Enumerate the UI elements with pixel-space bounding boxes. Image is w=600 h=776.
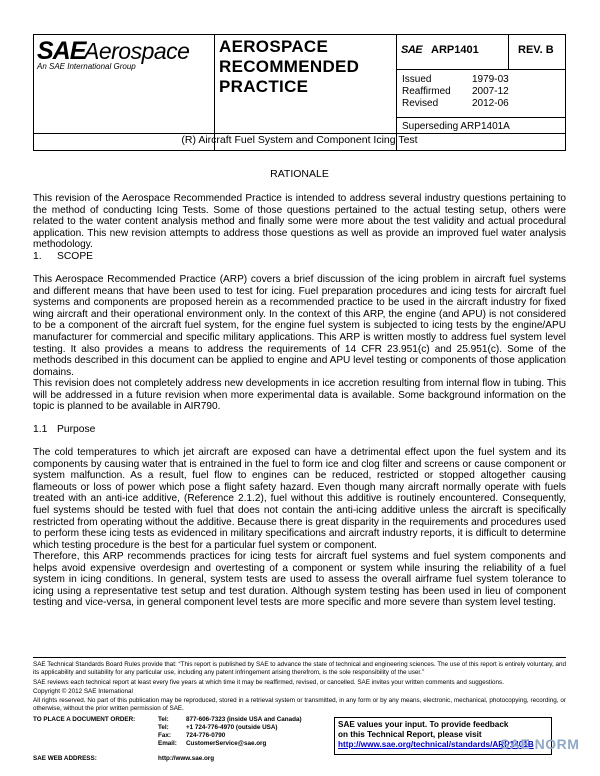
document-number: ARP1401 xyxy=(431,44,479,56)
purpose-paragraph-2: Therefore, this ARP recommends practices for icing tests for aircraft fuel systems and fuel system components and helps avoid expensive overdesign and overtesting of a component or system while insuring the reliability of a fuel system in icing conditions. In general, system tests are used to assess the overall airframe fuel system tolerance to icing using a representative test setup and test duration. Although system testing has been used in lieu of component testing and vice-versa, in general component level tests are more specific and more severe than system level testing. xyxy=(33,551,566,609)
document-type-title xyxy=(219,37,394,97)
title-line-1: AEROSPACE xyxy=(219,37,329,56)
scope-paragraph-2: This revision does not completely address new developments in ice accretion resulting from internal flow in tubing. This will be addressed in a future revision when more experimental data is available. Some background information on the topic is planned to be available in AIR790. xyxy=(33,378,566,413)
purpose-heading xyxy=(33,424,95,435)
feedback-line-1: SAE values your input. To provide feedback xyxy=(338,720,509,729)
feedback-line-2: on this Technical Report, please visit xyxy=(338,730,482,739)
purpose-paragraph-1: The cold temperatures to which jet aircraft are exposed can have a detrimental effect upon the fuel system and its components by causing water that is entrained in the fuel to form ice and clog filter and screens or cause component or system malfunction. As a result, fuel flow to engines can be reduced, restricted or stopped altogether causing flameouts or loss of power which pose a flight safety hazard. Even though many aircraft normally operate with fuels treated with an anti-ice additive, (Reference 2.1.2), fuel without this additive is routinely encountered. Consequently, fuel systems should be tested with fuel that does not contain the anti-icing additive unless the aircraft is specifically restricted from operating without the additive. Because there is great disparity in the requirements and procedures used to perform these icing tests as evidenced in military specifications and aircraft industry reports, it is difficult to determine which testing procedure is the best for a particular fuel system or component. xyxy=(33,447,566,551)
revised-date: 2012-06 xyxy=(472,98,509,109)
issued-date: 1979-03 xyxy=(472,74,509,85)
board-rules-note: SAE Technical Standards Board Rules provide that: “This report is published by SAE to advance the state of technical and engineering sciences. The use of this report is entirely voluntary, and its applicability and suitability for any particular use, including any patent infringement arising therefrom, is the sole responsibility of the user.” xyxy=(33,661,566,676)
purpose-title: Purpose xyxy=(57,424,96,435)
sae-mini-logo: SAE xyxy=(401,44,423,56)
logo-tagline: An SAE International Group xyxy=(37,62,136,71)
review-note: SAE reviews each technical report at least every five years at which time it may be reaffirmed, revised, or cancelled. SAE invites your written comments and suggestions. xyxy=(33,679,504,686)
title-line-3: PRACTICE xyxy=(219,77,309,96)
title-line-2: RECOMMENDED xyxy=(219,57,360,76)
web-address-label: SAE WEB ADDRESS: xyxy=(33,755,97,762)
contact-fax: 724-776-0790 xyxy=(186,732,226,739)
contact-fax-label: Fax: xyxy=(158,732,171,739)
contact-tel-label-1: Tel: xyxy=(158,716,169,723)
scope-paragraph-1: This Aerospace Recommended Practice (ARP) covers a brief discussion of the icing problem in aircraft fuel systems and different means that have been used to test for icing. Fuel preparation procedures and icing tests for aircraft fuel systems and components are proposed herein as a recommended practice to be used in the aircraft industry for fixed wing aircraft and their operational environment only. In the context of this ARP, the engine (and APU) is not considered to be a component of the aircraft fuel system, for the engine fuel system is subjected to icing tests by the engine/APU manufacturer for commercial and specific military applications. This ARP is written mostly to address fuel system level testing. It also provides a means to address the requirements of 14 CFR 23.951(c) and 25.951(c). Some of the methods described in this document can be applied to engine and APU level testing or components of those application domains. xyxy=(33,274,566,378)
contact-tel-1: 877-606-7323 (inside USA and Canada) xyxy=(186,716,302,723)
watermark-text: SAE NORM xyxy=(500,736,580,752)
superseding-note: Superseding ARP1401A xyxy=(402,121,510,132)
aerospace-logo-text: Aerospace xyxy=(84,38,190,64)
contact-email-label: Email: xyxy=(158,740,177,747)
contact-email[interactable]: CustomerService@sae.org xyxy=(186,740,267,747)
rationale-paragraph: This revision of the Aerospace Recommended Practice is intended to address several industry questions pertaining to the method of conducting Icing Tests. Some of those questions pertained to the actual testing setup, others were related to the water content analysis method and finally some were more about the test validity and actual procedural application. This new revision attempts to address those questions as well as provide an improved fuel water analysis methodology. xyxy=(33,193,566,251)
feedback-link[interactable]: http://www.sae.org/technical/standards/ARP1401B xyxy=(338,740,534,749)
sae-logo-text: SAE xyxy=(37,37,86,65)
reaffirmed-date: 2007-12 xyxy=(472,86,509,97)
footer-divider xyxy=(33,657,566,658)
scope-heading xyxy=(33,251,93,262)
revised-label: Revised xyxy=(402,98,439,109)
reaffirmed-label: Reaffirmed xyxy=(402,86,451,97)
issued-label: Issued xyxy=(402,74,432,85)
contact-tel-2: +1 724-776-4970 (outside USA) xyxy=(186,724,278,731)
scope-number: 1. xyxy=(33,251,42,262)
contact-tel-label-2: Tel: xyxy=(158,724,169,731)
order-label: TO PLACE A DOCUMENT ORDER: xyxy=(33,716,136,723)
purpose-number: 1.1 xyxy=(33,424,48,435)
rationale-heading: RATIONALE xyxy=(270,168,329,180)
copyright-note: Copyright © 2012 SAE International xyxy=(33,688,133,695)
web-address-link[interactable]: http://www.sae.org xyxy=(158,755,215,762)
scope-title: SCOPE xyxy=(57,251,94,262)
document-title: (R) Aircraft Fuel System and Component Icing Test xyxy=(181,134,418,146)
rights-note: All rights reserved. No part of this publication may be reproduced, stored in a retrieval system or transmitted, in any form or by any means, electronic, mechanical, photocopying, recording, or otherwise, without the prior written permission of SAE. xyxy=(33,697,566,712)
revision-label: REV. B xyxy=(518,44,554,56)
